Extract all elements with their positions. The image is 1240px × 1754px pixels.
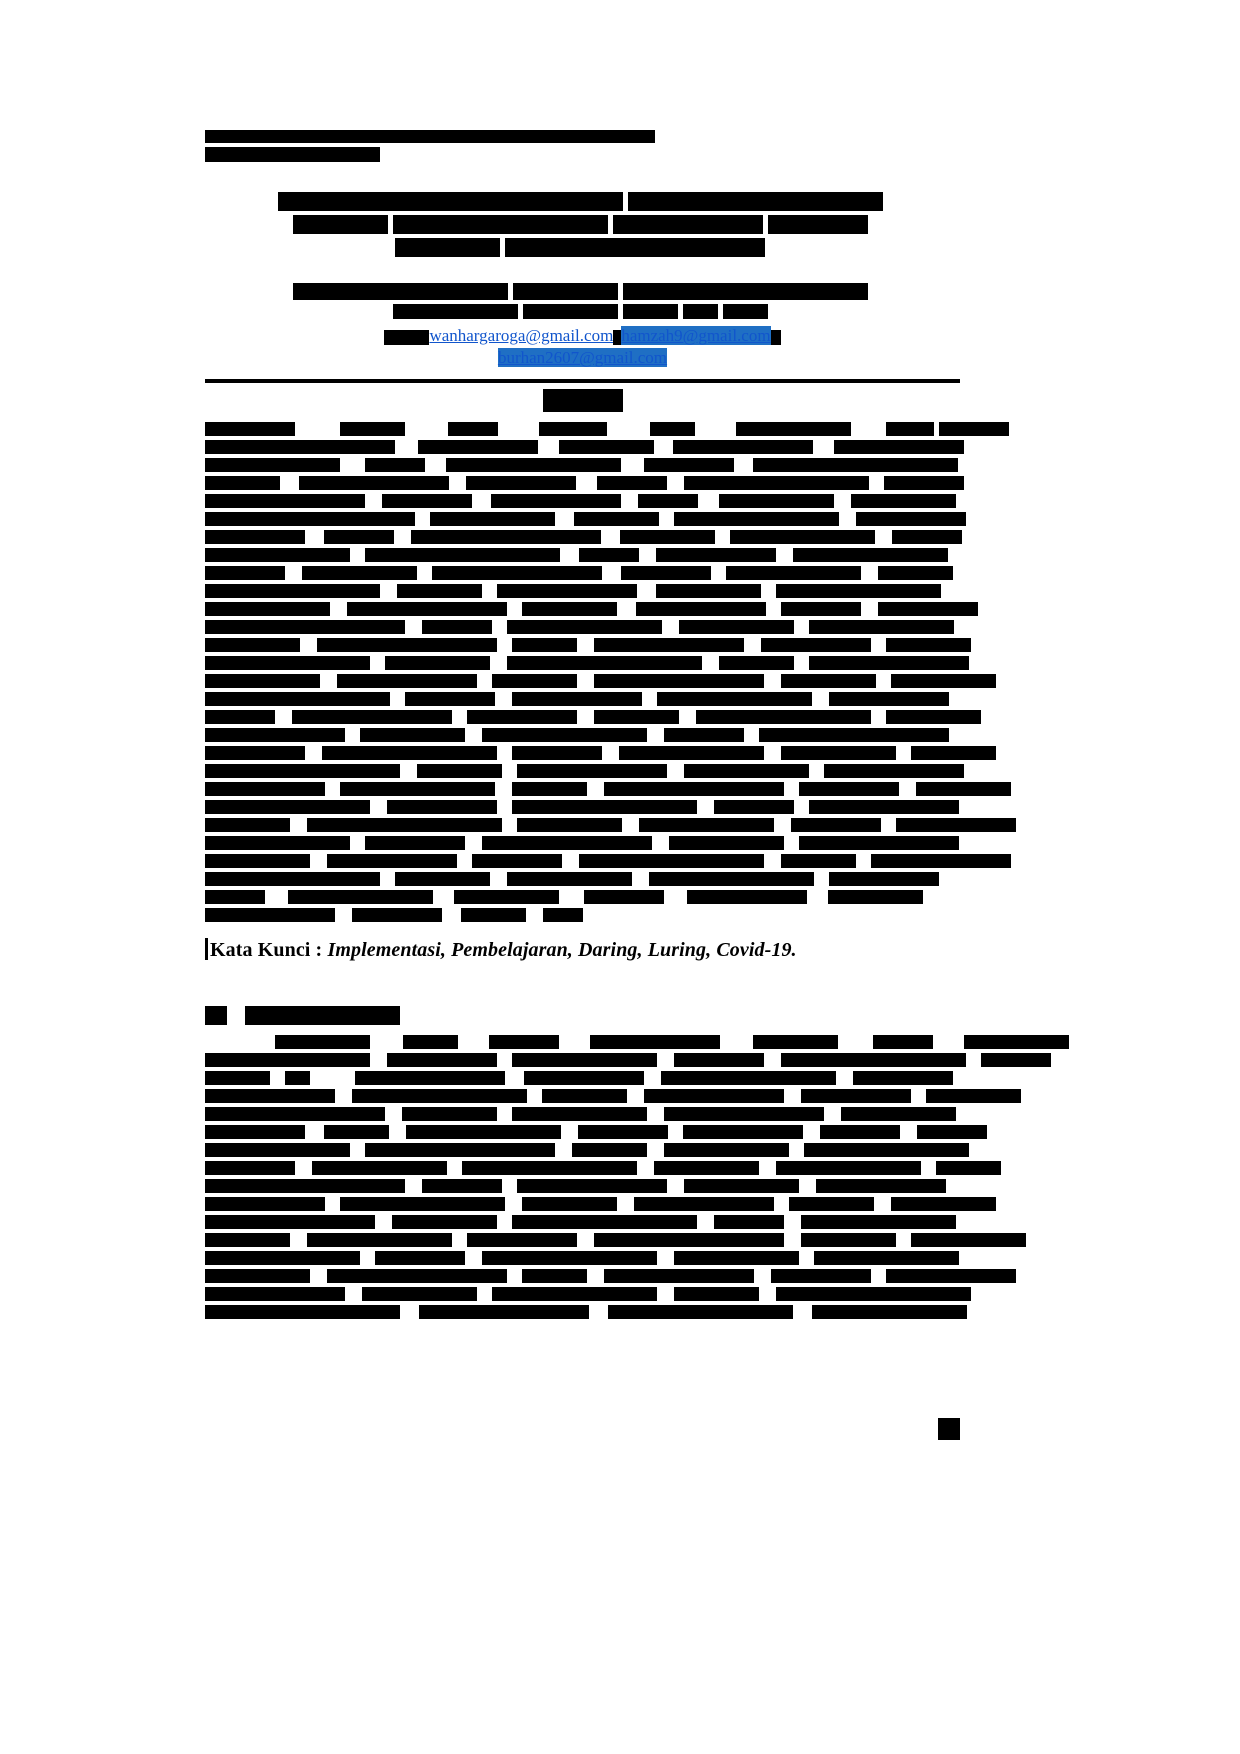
abstract-line [205,692,960,706]
abstract-line [205,494,960,508]
body-line [205,1305,960,1319]
email-link-1[interactable]: wanhargaroga@gmail.com [429,326,614,345]
abstract-heading-redacted [205,389,960,412]
keywords-line [205,938,960,962]
abstract-line [205,548,960,562]
title-line [205,192,960,211]
abstract-line [205,872,960,886]
authors-redacted [205,283,960,319]
body-line [205,1197,960,1211]
page-number-redacted [938,1418,960,1440]
email-highlight-2 [621,326,770,345]
abstract-line [205,602,960,616]
body-line [205,1035,960,1049]
abstract-line [205,458,960,472]
body-line [205,1269,960,1283]
abstract-body-redacted [205,422,960,922]
abstract-line [205,440,960,454]
abstract-line [205,854,960,868]
keywords-value: Implementasi, Pembelajaran, Daring, Luring, Covid-19. [327,939,797,961]
abstract-line [205,422,960,436]
abstract-line [205,890,960,904]
email-highlight-3 [498,348,667,367]
abstract-line [205,476,960,490]
abstract-line [205,674,960,688]
abstract-line [205,620,960,634]
abstract-line [205,566,960,580]
title-line [205,215,960,234]
abstract-line [205,728,960,742]
body-line [205,1287,960,1301]
introduction-body-redacted [205,1035,960,1319]
email-label-redacted [384,330,429,345]
body-line [205,1179,960,1193]
abstract-line [205,638,960,652]
author-line [205,283,960,300]
header-line [205,147,960,162]
affiliation-line [205,304,960,319]
title-line [205,238,960,257]
document-content [205,130,960,1323]
journal-header-redacted [205,130,960,162]
text-cursor [205,938,208,960]
section-heading-redacted [205,1006,960,1025]
body-line [205,1143,960,1157]
abstract-line [205,818,960,832]
email-link-3[interactable]: burhan2607@gmail.com [497,348,668,367]
abstract-line [205,764,960,778]
abstract-line [205,530,960,544]
body-line [205,1215,960,1229]
abstract-line [205,584,960,598]
body-line [205,1161,960,1175]
abstract-line [205,710,960,724]
abstract-line [205,512,960,526]
header-line [205,130,960,143]
body-line [205,1251,960,1265]
abstract-line [205,782,960,796]
body-line [205,1125,960,1139]
abstract-line [205,656,960,670]
body-line [205,1089,960,1103]
paper-title-redacted [205,192,960,257]
body-line [205,1107,960,1121]
author-emails [205,325,960,369]
horizontal-rule [205,379,960,383]
keywords-label: Kata Kunci : [210,939,323,961]
body-line [205,1053,960,1067]
body-line [205,1233,960,1247]
abstract-line [205,836,960,850]
email-trailing-redacted [771,330,781,345]
email-link-2[interactable]: hamzah9@gmail.com [621,326,771,345]
abstract-line [205,746,960,760]
abstract-line [205,800,960,814]
body-line [205,1071,960,1085]
abstract-line [205,908,960,922]
